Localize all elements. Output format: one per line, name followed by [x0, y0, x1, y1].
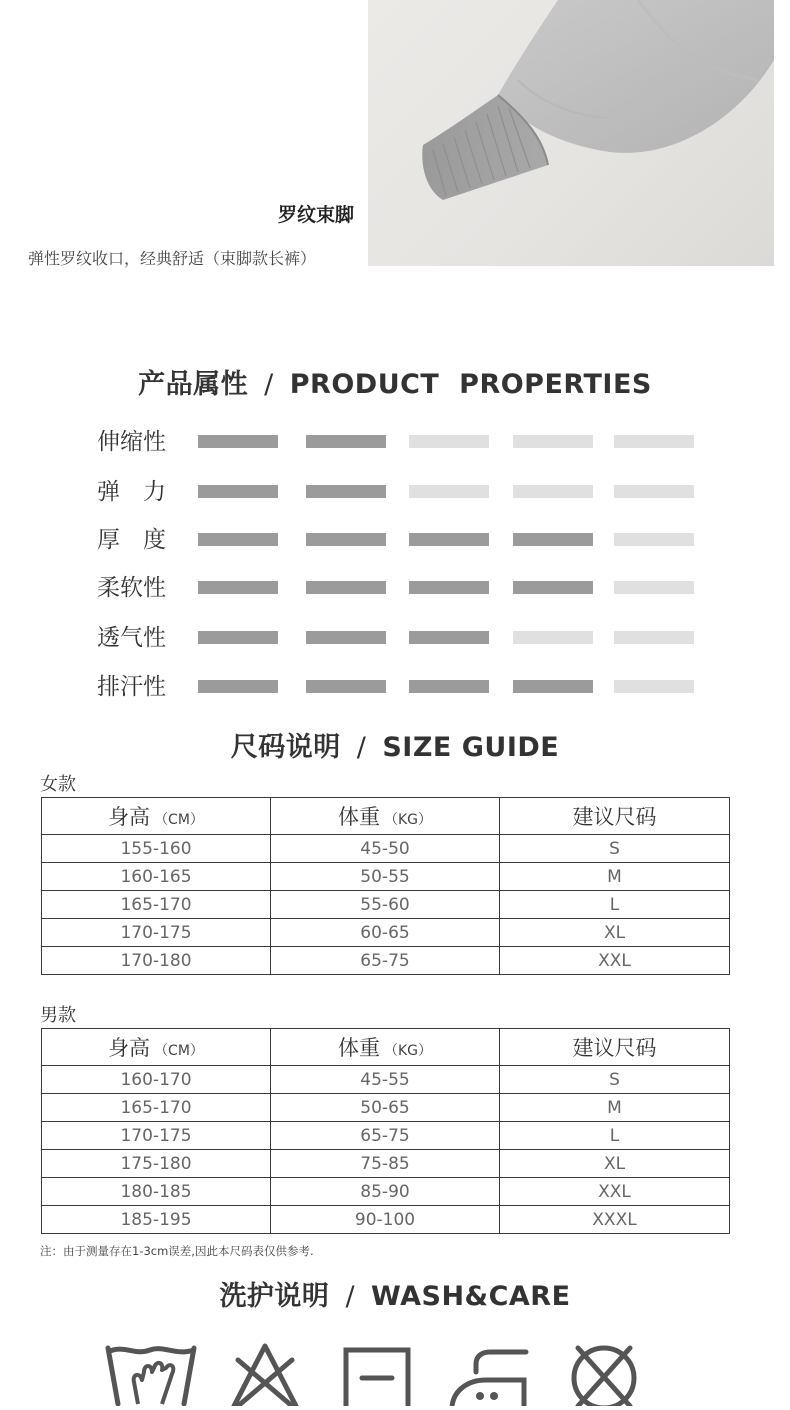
women-size-table — [41, 797, 730, 975]
weight-cell: 45-55 — [271, 1066, 500, 1094]
property-label: 透气性 — [97, 625, 166, 651]
care-title-en: WASH&CARE — [371, 1281, 571, 1312]
property-level-bar — [409, 485, 489, 498]
table-row — [42, 1206, 730, 1234]
feature-description: 弹性罗纹收口，经典舒适（束脚款长裤） — [28, 249, 317, 268]
women-caption: 女款 — [40, 774, 76, 795]
table-row — [42, 1122, 730, 1150]
property-level-bar — [198, 581, 278, 594]
property-level-bar — [198, 631, 278, 644]
properties-title-cn: 产品属性 — [138, 369, 249, 400]
property-level-bar — [513, 533, 593, 546]
property-level-bar — [614, 435, 694, 448]
table-row — [42, 863, 730, 891]
men-table-body — [42, 1066, 730, 1234]
weight-cell: 65-75 — [271, 947, 500, 975]
wash-care-heading — [0, 1274, 790, 1313]
men-size-table — [41, 1028, 730, 1234]
size-cell: M — [500, 1094, 730, 1122]
property-level-bar — [306, 581, 386, 594]
men-caption: 男款 — [40, 1005, 76, 1026]
height-cell: 155-160 — [42, 835, 271, 863]
property-level-bar — [409, 631, 489, 644]
height-cell: 165-170 — [42, 1094, 271, 1122]
property-level-bar — [513, 485, 593, 498]
size-cell: S — [500, 835, 730, 863]
size-note: 注：由于测量存在1-3cm误差,因此本尺码表仅供参考. — [40, 1244, 314, 1258]
title-divider: / — [356, 732, 367, 763]
height-cell: 170-180 — [42, 947, 271, 975]
weight-cell: 45-50 — [271, 835, 500, 863]
weight-cell: 75-85 — [271, 1150, 500, 1178]
table-row — [42, 1150, 730, 1178]
product-photo-cuff — [368, 0, 774, 266]
weight-cell: 50-55 — [271, 863, 500, 891]
height-cell: 180-185 — [42, 1178, 271, 1206]
property-label: 伸缩性 — [97, 429, 166, 455]
size-cell: L — [500, 891, 730, 919]
line-dry-icon — [342, 1342, 412, 1410]
weight-header: 体重 （KG） — [271, 798, 500, 835]
table-header-row — [42, 1029, 730, 1066]
property-level-bar — [198, 485, 278, 498]
property-label: 弹 力 — [97, 479, 166, 505]
size-cell: M — [500, 863, 730, 891]
property-level-bar — [513, 435, 593, 448]
size-title-cn: 尺码说明 — [230, 732, 341, 763]
weight-cell: 55-60 — [271, 891, 500, 919]
table-row — [42, 1066, 730, 1094]
size-cell: XXL — [500, 1178, 730, 1206]
property-level-bar — [614, 631, 694, 644]
weight-cell: 65-75 — [271, 1122, 500, 1150]
property-label: 柔软性 — [97, 575, 166, 601]
table-row — [42, 919, 730, 947]
property-level-bar — [306, 435, 386, 448]
table-row — [42, 1094, 730, 1122]
property-level-bar — [306, 631, 386, 644]
property-level-bar — [198, 680, 278, 693]
size-cell: XXXL — [500, 1206, 730, 1234]
weight-cell: 90-100 — [271, 1206, 500, 1234]
property-level-bar — [306, 485, 386, 498]
height-header: 身高 （CM） — [42, 1029, 271, 1066]
weight-cell: 50-65 — [271, 1094, 500, 1122]
property-level-bar — [409, 581, 489, 594]
height-cell: 165-170 — [42, 891, 271, 919]
property-row — [97, 525, 707, 555]
no-bleach-icon — [228, 1342, 302, 1410]
properties-title-en: PRODUCT PROPERTIES — [289, 369, 652, 400]
property-level-bar — [409, 533, 489, 546]
no-dry-clean-icon — [568, 1342, 640, 1410]
height-cell: 170-175 — [42, 1122, 271, 1150]
height-cell: 175-180 — [42, 1150, 271, 1178]
size-header: 建议尺码 — [500, 798, 730, 835]
hand-wash-icon — [104, 1342, 198, 1410]
weight-header: 体重 （KG） — [271, 1029, 500, 1066]
property-level-bar — [614, 581, 694, 594]
property-row — [97, 427, 707, 457]
size-cell: XL — [500, 919, 730, 947]
table-row — [42, 947, 730, 975]
table-row — [42, 835, 730, 863]
title-divider: / — [345, 1281, 356, 1312]
low-iron-icon — [446, 1342, 532, 1410]
property-level-bar — [409, 680, 489, 693]
property-level-bar — [409, 435, 489, 448]
height-cell: 160-170 — [42, 1066, 271, 1094]
weight-cell: 85-90 — [271, 1178, 500, 1206]
table-row — [42, 1178, 730, 1206]
care-title-cn: 洗护说明 — [219, 1281, 330, 1312]
property-level-bar — [513, 631, 593, 644]
property-level-bar — [513, 680, 593, 693]
size-cell: L — [500, 1122, 730, 1150]
height-header: 身高 （CM） — [42, 798, 271, 835]
property-label: 排汗性 — [97, 674, 166, 700]
property-row — [97, 623, 707, 653]
size-cell: S — [500, 1066, 730, 1094]
property-level-bar — [198, 533, 278, 546]
feature-title: 罗纹束脚 — [277, 204, 354, 226]
size-cell: XL — [500, 1150, 730, 1178]
property-row — [97, 477, 707, 507]
property-level-bar — [306, 680, 386, 693]
height-cell: 170-175 — [42, 919, 271, 947]
title-divider: / — [264, 369, 274, 400]
property-level-bar — [198, 435, 278, 448]
size-title-en: SIZE GUIDE — [382, 732, 560, 763]
property-level-bar — [614, 485, 694, 498]
cuff-illustration — [368, 0, 774, 266]
size-cell: XXL — [500, 947, 730, 975]
women-table-body — [42, 835, 730, 975]
property-level-bar — [614, 680, 694, 693]
property-row — [97, 672, 707, 702]
property-level-bar — [614, 533, 694, 546]
size-guide-heading — [0, 725, 790, 764]
height-cell: 160-165 — [42, 863, 271, 891]
property-level-bar — [513, 581, 593, 594]
properties-heading — [0, 362, 790, 401]
property-level-bar — [306, 533, 386, 546]
table-header-row — [42, 798, 730, 835]
table-row — [42, 891, 730, 919]
weight-cell: 60-65 — [271, 919, 500, 947]
height-cell: 185-195 — [42, 1206, 271, 1234]
property-label: 厚 度 — [97, 527, 166, 553]
size-header: 建议尺码 — [500, 1029, 730, 1066]
property-row — [97, 573, 707, 603]
